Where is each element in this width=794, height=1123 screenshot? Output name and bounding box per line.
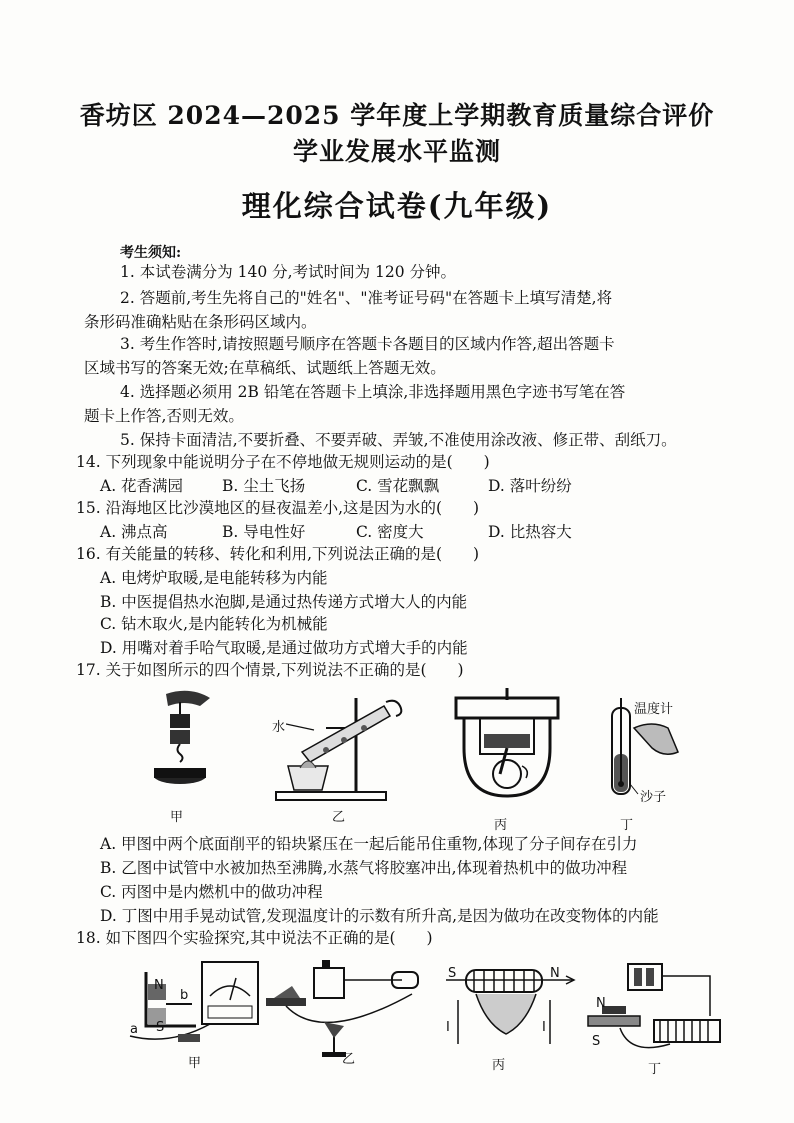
q14-option-b: B. 尘土飞扬	[222, 477, 306, 495]
q17-stem: 17. 关于如图所示的四个情景,下列说法不正确的是( )	[76, 661, 464, 679]
q16-option-a: A. 电烤炉取暖,是电能转移为内能	[100, 569, 328, 587]
q14-option-a: A. 花香满园	[100, 477, 184, 495]
q18-label-n: N	[154, 978, 164, 993]
q17-label-sand: 沙子	[640, 790, 667, 805]
q17-figure-yi	[266, 688, 416, 806]
q18-figure-yi	[262, 954, 422, 1058]
q17-option-a: A. 甲图中两个底面削平的铅块紧压在一起后能吊住重物,体现了分子间存在引力	[100, 835, 638, 853]
q17-figure-jia	[140, 688, 220, 800]
q14-stem: 14. 下列现象中能说明分子在不停地做无规则运动的是( )	[76, 453, 490, 471]
q18-label-yi: 乙	[342, 1052, 356, 1067]
q14-option-c: C. 雪花飘飘	[356, 477, 440, 495]
q18-label-b: b	[180, 988, 189, 1003]
notice-item-4: 4. 选择题必须用 2B 铅笔在答题卡上填涂,非选择题用黑色字迹书写笔在答	[120, 383, 626, 401]
q18-label-s2: S	[448, 966, 457, 981]
notice-item-3: 3. 考生作答时,请按照题号顺序在答题卡各题目的区域内作答,超出答题卡	[120, 335, 615, 353]
title-line-1: 香坊区 2024—2025 学年度上学期教育质量综合评价	[79, 101, 715, 130]
q18-label-i-right: I	[542, 1020, 546, 1035]
q16-option-b: B. 中医提倡热水泡脚,是通过热传递方式增大人的内能	[100, 593, 468, 611]
q17-water-pointer	[286, 722, 316, 732]
q18-label-jia: 甲	[188, 1056, 202, 1071]
q18-label-s: S	[156, 1020, 165, 1035]
q15-option-d: D. 比热容大	[488, 523, 572, 541]
notice-item-2-cont: 条形码准确粘贴在条形码区域内。	[84, 313, 317, 331]
q15-option-b: B. 导电性好	[222, 523, 306, 541]
q17-label-ding: 丁	[620, 818, 634, 833]
notice-item-1: 1. 本试卷满分为 140 分,考试时间为 120 分钟。	[120, 263, 457, 281]
notice-item-3-cont: 区域书写的答案无效;在草稿纸、试题纸上答题无效。	[84, 359, 446, 377]
notice-item-2: 2. 答题前,考生先将自己的"姓名"、"准考证号码"在答题卡上填写清楚,将	[120, 289, 613, 307]
title-line-2: 学业发展水平监测	[292, 137, 501, 166]
q18-label-n3: N	[596, 996, 606, 1011]
q17-label-water: 水	[272, 720, 286, 735]
q17-label-jia: 甲	[170, 810, 184, 825]
q17-option-b: B. 乙图中试管中水被加热至沸腾,水蒸气将胶塞冲出,体现着热机中的做功冲程	[100, 859, 628, 877]
q16-option-c: C. 钻木取火,是内能转化为机械能	[100, 615, 328, 633]
q18-label-a: a	[130, 1022, 138, 1037]
q14-option-d: D. 落叶纷纷	[488, 477, 572, 495]
exam-title: 理化综合试卷(九年级)	[241, 189, 553, 223]
q15-stem: 15. 沿海地区比沙漠地区的昼夜温差小,这是因为水的( )	[76, 499, 480, 517]
q18-label-ding: 丁	[648, 1062, 662, 1077]
q18-label-i-left: I	[446, 1020, 450, 1035]
q17-option-c: C. 丙图中是内燃机中的做功冲程	[100, 883, 323, 901]
q15-option-a: A. 沸点高	[100, 523, 168, 541]
q18-label-n2: N	[550, 966, 560, 981]
q16-option-d: D. 用嘴对着手哈气取暖,是通过做功方式增大手的内能	[100, 639, 468, 657]
q16-stem: 16. 有关能量的转移、转化和利用,下列说法正确的是( )	[76, 545, 480, 563]
q18-label-bing: 丙	[492, 1058, 506, 1073]
q17-label-yi: 乙	[332, 810, 346, 825]
q18-label-s3: S	[592, 1034, 601, 1049]
q17-label-thermometer: 温度计	[634, 702, 674, 717]
notice-heading: 考生须知:	[120, 245, 182, 261]
q18-stem: 18. 如下图四个实验探究,其中说法不正确的是( )	[76, 929, 433, 947]
q18-figure-jia	[126, 956, 276, 1052]
notice-item-4-cont: 题卡上作答,否则无效。	[84, 407, 244, 425]
notice-item-5: 5. 保持卡面清洁,不要折叠、不要弄破、弄皱,不准使用涂改液、修正带、刮纸刀。	[120, 431, 677, 449]
q17-figure-bing	[452, 688, 562, 804]
q15-option-c: C. 密度大	[356, 523, 424, 541]
q17-option-d: D. 丁图中用手晃动试管,发现温度计的示数有所升高,是因为做功在改变物体的内能	[100, 907, 659, 925]
q17-label-bing: 丙	[494, 818, 508, 833]
